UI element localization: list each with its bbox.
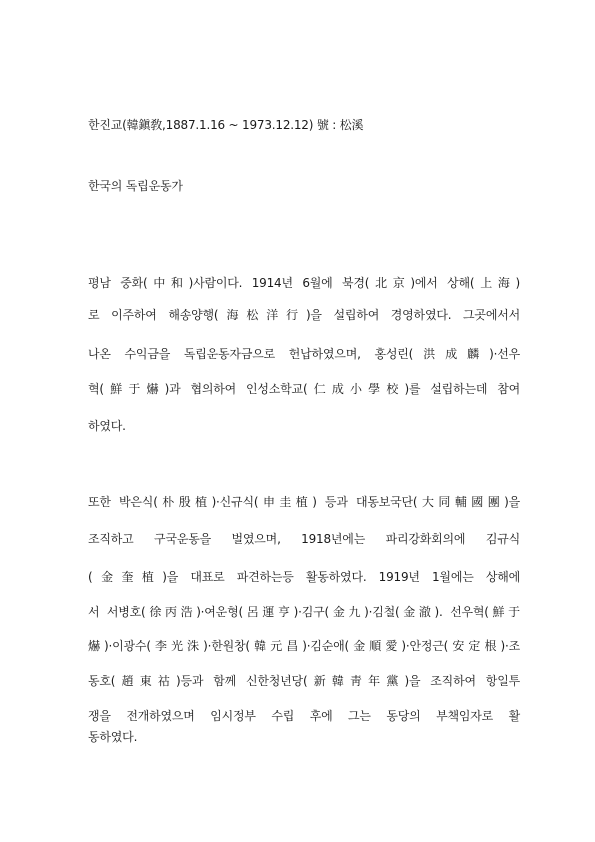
paragraph-line: 또한 박은식(朴殷植)·신규식(申圭植) 등과 대동보국단(大同輔國團)을 [88,495,520,509]
paragraph-line: 로 이주하여 해송양행(海松洋行)을 설립하여 경영하였다. 그곳에서서 [88,308,520,322]
paragraph-line: 평남 중화(中和)사람이다. 1914년 6월에 북경(北京)에서 상해(上海) [88,276,520,290]
paragraph-line: 동하였다. [88,730,138,744]
paragraph-line: 爀)·이광수(李光洙)·한원창(韓元昌)·김순애(金順愛)·안정근(安定根)·조 [88,639,520,653]
paragraph-line: 동호(趙東祜)등과 함께 신한청년당(新韓靑年黨)을 조직하여 항일투 [88,674,520,688]
paragraph-line: 쟁을 전개하였으며 임시정부 수립 후에 그는 동당의 부책임자로 활 [88,709,520,723]
name-line: 한진교(韓鎭敎,1887.1.16 ~ 1973.12.12) 號 : 松溪 [88,118,364,132]
paragraph-line: 조직하고 구국운동을 벌였으며, 1918년에는 파리강화회의에 김규식 [88,532,520,546]
paragraph-line: 하였다. [88,419,126,433]
paragraph-line: 서 서병호(徐丙浩)·여운형(呂運亨)·김구(金九)·김철(金澈). 선우혁(鮮于 [88,605,520,619]
paragraph-line: (金奎植)을 대표로 파견하는등 활동하였다. 1919년 1월에는 상해에 [88,570,520,584]
paragraph-line: 혁(鮮于爀)과 협의하여 인성소학교(仁成小學校)를 설립하는데 참여 [88,382,520,396]
subtitle: 한국의 독립운동가 [88,179,183,193]
paragraph-line: 나온 수익금을 독립운동자금으로 헌납하였으며, 홍성린(洪成麟)·선우 [88,347,520,361]
